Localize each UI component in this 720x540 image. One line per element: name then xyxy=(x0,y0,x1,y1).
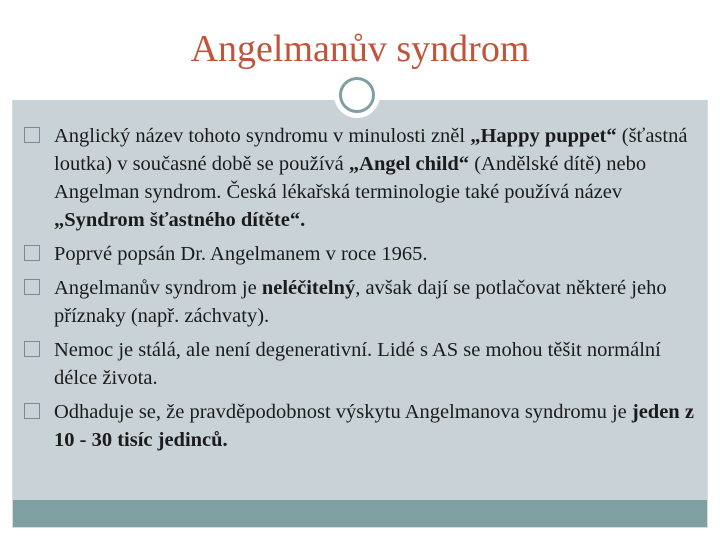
bullet-text-part: (šťastná loutka) v současné době se používá xyxy=(54,125,688,175)
list-item xyxy=(24,274,694,330)
circle-ornament-icon xyxy=(339,77,375,113)
bullet-text-bold: jeden z 10 - 30 tisíc jedinců. xyxy=(54,401,694,451)
footer-bar xyxy=(13,500,707,527)
bullet-list xyxy=(24,122,694,460)
square-bullet-icon xyxy=(24,279,40,295)
bullet-text-part: Odhaduje se, že pravděpodobnost výskytu Angelmanova syndromu je xyxy=(54,401,632,423)
bullet-text-part: (Andělské dítě) nebo Angelman syndrom. Česká lékařská terminologie také používá název xyxy=(54,153,647,203)
bullet-text-bold: neléčitelný xyxy=(261,277,356,299)
bullet-text-part: , avšak dají se potlačovat některé jeho příznaky (např. záchvaty). xyxy=(54,277,667,327)
bullet-text-bold: „Angel child“ xyxy=(348,153,470,175)
square-bullet-icon xyxy=(24,341,40,357)
square-bullet-icon xyxy=(24,127,40,143)
bullet-text-part: Anglický název tohoto syndromu v minulosti zněl xyxy=(54,125,471,147)
bullet-text-part: Poprvé popsán Dr. Angelmanem v roce 1965. xyxy=(54,243,428,265)
bullet-text-bold: „Syndrom šťastného dítěte“. xyxy=(54,209,306,231)
square-bullet-icon xyxy=(24,245,40,261)
bullet-text-part: Angelmanův syndrom je xyxy=(54,277,262,299)
bullet-text-bold: „Happy puppet“ xyxy=(470,125,617,147)
slide-title: Angelmanův syndrom xyxy=(190,28,530,70)
list-item xyxy=(24,398,694,454)
square-bullet-icon xyxy=(24,403,40,419)
list-item xyxy=(24,122,694,234)
list-item xyxy=(24,240,694,268)
bullet-text-part: Nemoc je stálá, ale není degenerativní. Lidé s AS se mohou těšit normální délce života. xyxy=(54,339,661,389)
list-item xyxy=(24,336,694,392)
